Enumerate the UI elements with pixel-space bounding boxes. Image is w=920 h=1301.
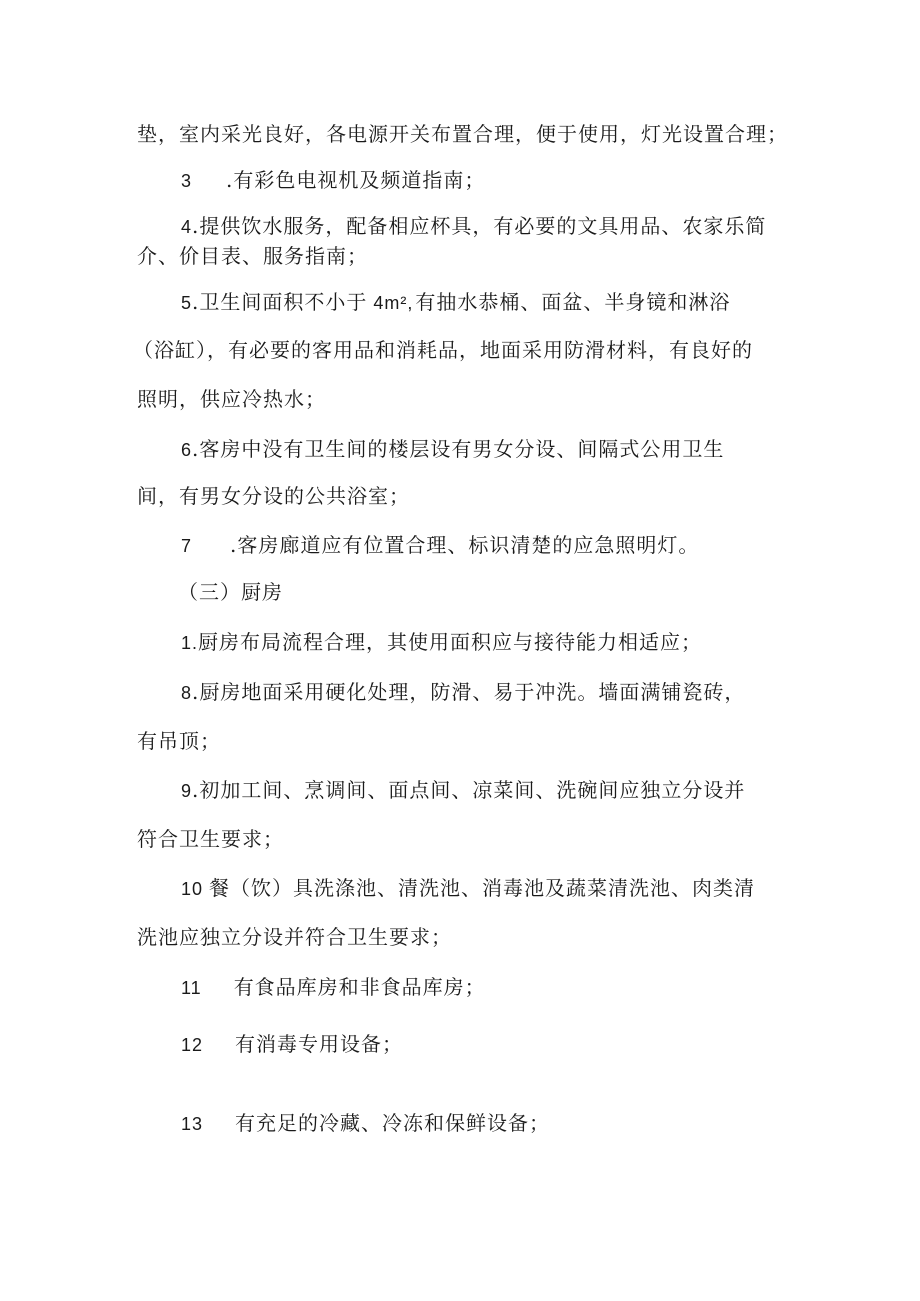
- item-text: 有充足的冷藏、冷冻和保鲜设备；: [235, 1111, 551, 1135]
- list-item-5: [181, 290, 730, 315]
- text-line: [133, 338, 753, 362]
- list-item-10: [181, 876, 755, 901]
- item-text: .客房廊道应有位置合理、标识清楚的应急照明灯。: [230, 533, 700, 557]
- item-text-continued: 符合卫生要求；: [137, 827, 284, 851]
- item-text: 有食品库房和非食品库房；: [233, 975, 486, 999]
- paragraph-continuation: 垫，室内采光良好，各电源开关布置合理，便于使用，灯光设置合理；: [137, 122, 788, 146]
- item-text-continued: （浴缸），有必要的客用品和消耗品，地面采用防滑材料，有良好的: [133, 338, 753, 362]
- list-item-1: [181, 630, 702, 655]
- item-text: .卫生间面积不小于: [192, 290, 368, 314]
- item-text: .客房中没有卫生间的楼层设有男女分设、间隔式公用卫生: [192, 437, 725, 461]
- section-title: （三）厨房: [178, 580, 283, 604]
- item-number: 10: [181, 879, 204, 899]
- item-text: 厨房布局流程合理，其使用面积应与接待能力相适应；: [198, 630, 703, 654]
- item-text: 有抽水恭桶、面盆、半身镜和淋浴: [415, 290, 731, 314]
- item-number: 5: [181, 293, 193, 313]
- list-item-6: [181, 437, 724, 462]
- item-text-continued: 照明，供应冷热水；: [137, 387, 326, 411]
- item-number: 12: [181, 1035, 204, 1055]
- text-line: [137, 484, 410, 508]
- list-item-9: [181, 778, 745, 803]
- item-number: 4: [181, 217, 193, 237]
- list-item-11: [181, 975, 486, 1000]
- item-number: 3: [181, 171, 193, 191]
- text-line: [137, 925, 452, 949]
- list-item-13: [181, 1111, 550, 1136]
- list-item-7: [181, 533, 699, 558]
- item-number: 13: [181, 1114, 204, 1134]
- list-item-3: [181, 168, 485, 193]
- item-text: .初加工间、烹调间、面点间、凉菜间、洗碗间应独立分设并: [192, 778, 746, 802]
- list-item-12: [181, 1032, 403, 1057]
- text-line: [137, 729, 221, 753]
- item-number: 6: [181, 440, 193, 460]
- list-item-8: [181, 680, 745, 705]
- item-text: 有消毒专用设备；: [235, 1032, 404, 1056]
- item-number: 8: [181, 683, 193, 703]
- item-text: .提供饮水服务，配备相应杯具，有必要的文具用品、农家乐简: [192, 214, 767, 238]
- item-text-continued: 间，有男女分设的公共浴室；: [137, 484, 410, 508]
- area-value: 4m²,: [373, 293, 414, 313]
- item-number: 7: [181, 536, 193, 556]
- text-line: [137, 387, 326, 411]
- text-line: [137, 244, 368, 268]
- item-number: 9: [181, 781, 193, 801]
- item-number: 1.: [181, 633, 199, 653]
- text-line: [137, 827, 284, 851]
- item-text: 餐（饮）具洗涤池、清洗池、消毒池及蔬菜清洗池、肉类清: [209, 876, 756, 900]
- item-text-continued: 洗池应独立分设并符合卫生要求；: [137, 925, 452, 949]
- item-text: .厨房地面采用硬化处理，防滑、易于冲洗。墙面满铺瓷砖，: [192, 680, 746, 704]
- item-text-continued: 有吊顶；: [137, 729, 221, 753]
- item-number: 11: [181, 978, 202, 998]
- item-text-continued: 介、价目表、服务指南；: [137, 244, 368, 268]
- item-text: .有彩色电视机及频道指南；: [226, 168, 486, 192]
- list-item-4: [181, 214, 766, 239]
- section-heading: [178, 580, 283, 604]
- text-line: [137, 122, 788, 146]
